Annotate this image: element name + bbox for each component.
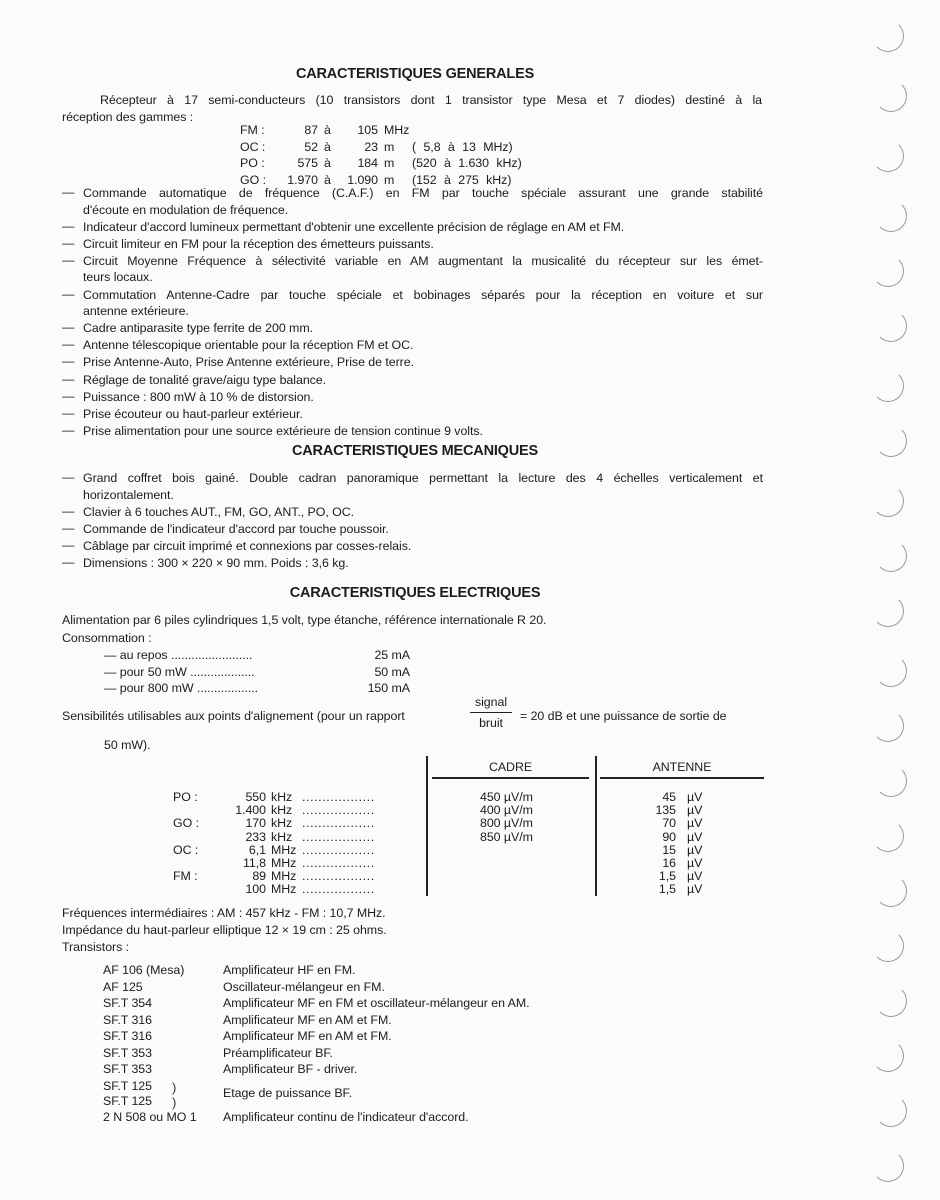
bullet-item [62,521,763,538]
row-antenne-unit: µV [687,855,703,870]
gamme-row [0,139,600,156]
bullet-line: Câblage par circuit imprimé et connexions par cosses-relais. [83,538,412,553]
bullet-item [62,538,763,555]
bullet-item [62,504,763,521]
binder-hole-icon [875,655,907,687]
binder-hole-icon [872,255,904,287]
bullet-item [62,253,763,286]
gamme-to: 23 [364,139,378,154]
row-frequency: 6,1 [248,842,266,857]
gamme-band: OC : [240,139,266,154]
bullet-dash-icon: — [62,252,75,267]
row-dots: .................. [302,803,375,818]
transistor-ref: SF.T 353 [103,1062,152,1076]
row-dots: .................. [302,829,375,844]
transistor-ref: SF.T 316 [103,1029,152,1043]
row-antenne: 16 [662,855,676,870]
bullet-item [62,423,763,440]
row-frequency: 100 [245,882,266,897]
bullet-dash-icon: — [62,520,75,535]
transistor-ref: AF 125 [103,979,143,994]
transistor-row [0,962,800,979]
bullet-line: d'écoute en modulation de fréquence. [83,202,289,217]
bullet-item [62,354,763,371]
transistor-ref: SF.T 125 [103,1078,152,1093]
transistor-role: Amplificateur MF en AM et FM. [223,1012,392,1027]
bullet-dash-icon: — [62,371,75,386]
intro-line: Récepteur à 17 semi-conducteurs (10 transistors dont 1 transistor type Mesa et 7 diodes) destiné à la [100,93,762,107]
bullet-line: Commutation Antenne-Cadre par touche spéciale et bobinages séparés pour la réception en voiture et sur [83,287,763,302]
bullet-dash-icon: — [62,537,75,552]
row-dots: .................. [302,882,375,897]
row-unit: MHz [271,869,297,884]
transistor-ref: SF.T 353 [103,1045,152,1060]
consommation-list [0,647,500,697]
intro-paragraph [62,92,762,125]
transistor-ref: SF.T 354 [103,996,152,1010]
transistor-ref: 2 N 508 ou MO 1 [103,1110,197,1124]
bullet-item [62,320,763,337]
bullet-dash-icon: — [62,503,75,518]
bullet-line: antenne extérieure. [83,304,189,319]
row-dots: .................. [302,790,375,804]
bullet-line: Prise alimentation pour une source extérieure de tension continue 9 volts. [83,423,483,438]
row-cadre: 450 µV/m [480,790,533,804]
gamme-unit: m [384,156,395,170]
bullet-dash-icon: — [62,320,75,335]
binder-hole-icon [872,140,904,172]
row-antenne: 70 [662,816,676,831]
row-antenne-unit: µV [687,816,703,831]
row-dots: .................. [302,816,375,831]
transistor-role: Amplificateur continu de l'indicateur d'accord. [223,1110,469,1124]
gamme-unit: MHz [384,123,410,137]
gamme-unit: m [384,172,395,187]
row-antenne-unit: µV [687,829,703,844]
bullet-line: teurs locaux. [83,270,153,285]
binder-hole-icon [875,875,907,907]
bullet-line: Circuit Moyenne Fréquence à sélectivité variable en AM augmentant la musicalité du récepteur sur les émet- [83,253,763,268]
bullet-item [62,219,763,236]
bullet-item [62,337,763,354]
row-cadre: 400 µV/m [480,803,533,818]
bullet-dash-icon: — [62,235,75,250]
transistors-label: Transistors : [62,940,130,954]
bullet-dash-icon: — [62,470,75,484]
bullet-dash-icon: — [62,405,75,420]
column-header-antenne: ANTENNE [652,760,712,774]
consommation-label: Consommation : [62,631,152,645]
row-unit: MHz [271,855,297,870]
bullet-item [62,470,763,503]
bullet-dash-icon: — [62,286,75,301]
bullet-dash-icon: — [62,388,75,403]
sensibilites-text-after: = 20 dB et une puissance de sortie de [520,709,727,723]
row-antenne: 90 [662,829,676,844]
header-underline [432,777,589,779]
row-frequency: 170 [245,816,266,831]
binder-hole-icon [872,595,904,627]
binder-hole-icon [875,1095,907,1127]
sensibilites-end: 50 mW). [104,738,151,752]
transistor-row [0,1045,800,1062]
gamme-band: FM : [240,123,265,137]
bullet-line: Antenne télescopique orientable pour la réception FM et OC. [83,338,414,353]
bullet-line: Indicateur d'accord lumineux permettant d'obtenir une excellente précision de réglage en AM et FM. [83,219,625,234]
sensitivity-table [0,791,800,897]
consommation-row [0,647,500,664]
row-dots: .................. [302,869,375,884]
bullet-line: Commande de l'indicateur d'accord par touche poussoir. [83,521,389,536]
bullet-line: Cadre antiparasite type ferrite de 200 mm. [83,321,313,336]
sensitivity-row [0,844,800,857]
binder-hole-icon [872,820,904,852]
sensitivity-row [0,791,800,804]
transistors-list [0,962,800,1126]
section-title-mecaniques: CARACTERISTIQUES MECANIQUES [292,443,538,459]
row-antenne-unit: µV [687,869,703,884]
gamme-alt: (152 à 275 kHz) [412,172,512,187]
sensitivity-row [0,883,800,896]
gamme-a: à [324,123,331,137]
row-unit: kHz [271,829,293,844]
generales-bullet-list [62,185,763,440]
bullet-line: Commande automatique de fréquence (C.A.F.) en FM par touche spéciale assurant une grande stabilité [83,186,763,200]
bullet-item [62,236,763,253]
gamme-a: à [324,156,331,170]
binder-hole-icon [875,765,907,797]
consommation-label: — pour 50 mW ................... [104,664,255,679]
transistor-role: Amplificateur MF en AM et FM. [223,1029,392,1043]
sensitivity-row [0,857,800,870]
gamme-from: 52 [304,139,318,154]
bullet-line: Circuit limiteur en FM pour la réception des émetteurs puissants. [83,236,434,251]
transistor-row [0,1085,800,1110]
bullet-dash-icon: — [62,185,75,199]
row-cadre: 800 µV/m [480,816,533,831]
mecaniques-bullet-list [62,470,763,572]
binder-hole-icon [872,1150,904,1182]
consommation-row [0,680,500,697]
column-header-cadre: CADRE [488,760,533,774]
transistor-ref: SF.T 316 [103,1012,152,1027]
row-unit: kHz [271,816,293,831]
signal-bruit-fraction [470,694,512,731]
gamme-to: 105 [357,123,378,137]
sensibilites-text: Sensibilités utilisables aux points d'alignement (pour un rapport [62,709,405,723]
binder-hole-icon [872,930,904,962]
frequences-text: Fréquences intermédiaires : AM : 457 kHz - FM : 10,7 MHz. [62,906,386,920]
transistor-row [0,1061,800,1078]
bullet-item [62,406,763,423]
transistor-ref: SF.T 125 [103,1093,152,1108]
binder-hole-icon [875,540,907,572]
bullet-item [62,372,763,389]
row-antenne: 15 [662,842,676,857]
row-antenne: 1,5 [658,882,676,897]
row-cadre: 850 µV/m [480,829,533,844]
sensitivity-row [0,831,800,844]
bullet-dash-icon: — [62,218,75,233]
row-antenne-unit: µV [687,842,703,857]
row-frequency: 11,8 [243,855,266,870]
fraction-bar [470,712,512,713]
gamme-row [0,155,600,172]
transistor-role: Amplificateur HF en FM. [223,963,356,977]
gamme-from: 575 [297,156,318,170]
binder-hole-icon [875,200,907,232]
row-unit: MHz [271,842,297,857]
gamme-from: 1.970 [287,172,318,187]
bullet-dash-icon: — [62,354,75,369]
row-band: GO : [173,816,199,831]
bullet-item [62,185,763,218]
row-band: PO : [173,790,198,804]
binder-hole-icon [875,80,907,112]
consommation-label: — pour 800 mW .................. [104,681,259,695]
sensitivity-row [0,817,800,830]
bullet-item [62,389,763,406]
binder-hole-icon [875,425,907,457]
transistor-row [0,1109,800,1126]
transistor-row [0,995,800,1012]
transistor-role: Amplificateur MF en FM et oscillateur-mélangeur en AM. [223,996,530,1010]
row-antenne: 45 [662,790,676,804]
row-dots: .................. [302,842,375,857]
sensitivity-row [0,804,800,817]
binder-hole-icon [872,20,904,52]
consommation-value: 150 mA [367,681,410,695]
gamme-row [0,122,600,139]
transistor-role: Amplificateur BF - driver. [223,1062,358,1076]
binder-hole-icon [872,485,904,517]
gamme-to: 1.090 [347,172,378,187]
consommation-label: — au repos ........................ [104,648,253,662]
bullet-dash-icon: — [62,422,75,437]
row-frequency: 89 [252,869,266,884]
gamme-alt: ( 5,8 à 13 MHz) [412,139,513,154]
row-unit: kHz [271,790,293,804]
bullet-dash-icon: — [62,554,75,569]
header-underline [600,777,764,779]
row-unit: MHz [271,882,297,897]
impedance-text: Impédance du haut-parleur elliptique 12 × 19 cm : 25 ohms. [62,923,387,937]
gamme-a: à [324,172,331,187]
transistor-row [0,1028,800,1045]
row-frequency: 233 [245,829,266,844]
sensitivity-row [0,870,800,883]
bullet-line: horizontalement. [83,487,174,502]
bullet-line: Prise Antenne-Auto, Prise Antenne extérieure, Prise de terre. [83,355,414,370]
gamme-to: 184 [357,156,378,170]
transistor-role: Préamplificateur BF. [223,1045,333,1060]
binder-hole-icon [875,310,907,342]
row-frequency: 1.400 [235,803,266,818]
row-dots: .................. [302,855,375,870]
transistor-role: Etage de puissance BF. [223,1085,353,1100]
bullet-item [62,555,763,572]
row-antenne-unit: µV [687,882,703,897]
bullet-line: Prise écouteur ou haut-parleur extérieur. [83,406,303,421]
consommation-value: 50 mA [374,664,410,679]
intro-line: réception des gammes : [62,109,194,124]
row-unit: kHz [271,803,293,818]
consommation-row [0,664,500,681]
row-antenne-unit: µV [687,790,703,804]
binder-hole-icon [872,370,904,402]
brace-icon: ) ) [172,1080,177,1110]
gamme-from: 87 [304,123,318,137]
bullet-line: Grand coffret bois gainé. Double cadran panoramique permettant la lecture des 4 échelles verticalement et [83,471,763,485]
row-band: OC : [173,842,199,857]
binder-hole-icon [875,985,907,1017]
row-band: FM : [173,869,198,884]
bullet-line: Puissance : 800 mW à 10 % de distorsion. [83,389,314,404]
section-title-electriques: CARACTERISTIQUES ELECTRIQUES [289,585,541,601]
transistor-role: Oscillateur-mélangeur en FM. [223,979,385,994]
transistor-row [0,979,800,996]
alimentation-text: Alimentation par 6 piles cylindriques 1,5 volt, type étanche, référence internationale R 20. [62,613,547,627]
consommation-value: 25 mA [374,648,410,662]
gamme-band: PO : [240,156,265,170]
row-antenne: 1,5 [658,869,676,884]
row-antenne: 135 [655,803,676,818]
gammes-table [0,122,600,188]
binder-hole-icon [872,1040,904,1072]
bullet-line: Dimensions : 300 × 220 × 90 mm. Poids : 3,6 kg. [83,555,349,570]
binder-hole-icon [872,710,904,742]
transistor-ref: AF 106 (Mesa) [103,963,185,977]
bullet-line: Clavier à 6 touches AUT., FM, GO, ANT., PO, OC. [83,504,355,519]
transistor-row [0,1012,800,1029]
transistor-row [0,1078,800,1093]
gamme-a: à [324,139,331,154]
bullet-line: Réglage de tonalité grave/aigu type balance. [83,372,327,387]
bullet-item [62,287,763,320]
row-frequency: 550 [245,790,266,804]
fraction-numerator: signal [474,695,508,709]
gamme-unit: m [384,139,395,154]
row-antenne-unit: µV [687,803,703,818]
gamme-band: GO : [240,172,266,187]
fraction-denominator: bruit [479,715,503,730]
gamme-alt: (520 à 1.630 kHz) [412,156,522,170]
bullet-dash-icon: — [62,337,75,352]
section-title-generales: CARACTERISTIQUES GENERALES [295,66,535,82]
